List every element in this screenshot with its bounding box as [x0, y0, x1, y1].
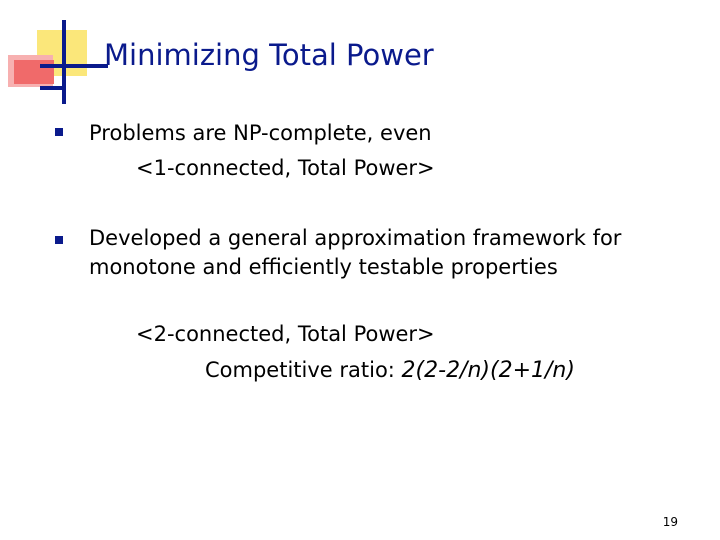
bullet-1-line-1: Problems are NP-complete, even — [89, 121, 432, 145]
bullet-marker-1 — [55, 128, 63, 136]
bullet-2-line-2: monotone and efficiently testable properties — [89, 255, 558, 279]
slide-title: Minimizing Total Power — [104, 38, 434, 72]
competitive-ratio-label: Competitive ratio: — [205, 358, 402, 382]
page-number: 19 — [662, 515, 678, 529]
bullet-marker-2 — [55, 236, 63, 244]
bullet-1-line-2: <1-connected, Total Power> — [136, 156, 435, 180]
slide-logo-decoration — [0, 0, 110, 110]
competitive-ratio-value: 2(2-2/n)(2+1/n) — [401, 358, 575, 383]
subitem-connectivity: <2-connected, Total Power> — [136, 322, 435, 346]
competitive-ratio-line — [205, 358, 575, 383]
bullet-2-line-1: Developed a general approximation framework for — [89, 226, 622, 250]
